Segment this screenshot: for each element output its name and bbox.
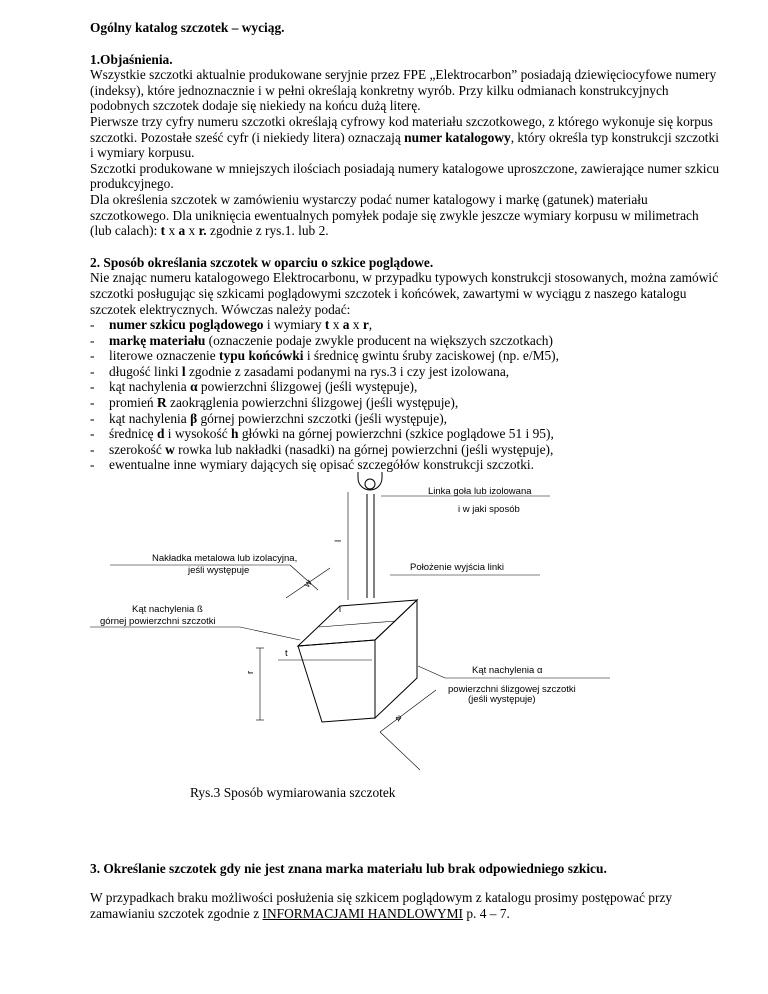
- label-cable-2: i w jaki sposób: [458, 504, 520, 515]
- section-2-heading: 2. Sposób określania szczotek w oparciu o szkice poglądowe.: [90, 254, 434, 270]
- s1-paragraph-2: Pierwsze trzy cyfry numeru szczotki określają cyfrowy kod materiału szczotkowego, z którego wykonuje się korpus szczotki. Pozostałe sześć cyfr (i niekiedy litera) oznaczają numer katalogowy, który określa typ konstrukcji szczotki i wymiary korpusu.: [90, 113, 719, 161]
- brush-diagram: [90, 470, 720, 790]
- list-item: - ewentualne inne wymiary dających się opisać szczegółów konstrukcji szczotki.: [90, 457, 535, 473]
- brush-dimension-figure: [90, 470, 720, 790]
- terminal-ring-shape: [358, 478, 382, 490]
- list-item: - średnicę d i wysokość h główki na górnej powierzchni (szkice poglądowe 51 i 95),: [90, 426, 554, 442]
- label-cap-1: Nakładka metalowa lub izolacyjna,: [152, 553, 298, 564]
- s3-paragraph: W przypadkach braku możliwości posłużenia się szkicem poglądowym z katalogu prosimy postępować przy zamawianiu szczotek zgodnie z INFORMACJAMI HANDLOWYMI p. 4 – 7.: [90, 890, 673, 921]
- label-cap-2: jeśli występuje: [188, 565, 250, 576]
- dim-w-label: w: [301, 577, 315, 590]
- s2-intro: Nie znając numeru katalogowego Elektrocarbonu, w przypadku typowych konstrukcji stosowanych, można zamówić szczotki posługując się szkicami poglądowymi szczotek i końcówek, zawartymi w wyciągu z naszego katalogu szczotek elektrycznych. Wówczas należy podać:: [90, 270, 719, 317]
- brush-top-face: [298, 600, 417, 646]
- s1-paragraph-4: Dla określenia szczotek w zamówieniu wystarczy podać numer katalogowy i markę (gatunek) materiału szczotkowego. Dla uniknięcia ewentualnych pomyłek podaje się zwykle jeszcze wymiary korpusu w milimetrach (lub calach): t x a x r. zgodnie z rys.1. lub 2.: [90, 191, 699, 239]
- dim-r-label: r: [245, 670, 256, 674]
- label-cable-1: Linka goła lub izolowana: [428, 486, 532, 497]
- list-item: - kąt nachylenia α powierzchni ślizgowej (jeśli występuje),: [90, 379, 418, 395]
- label-alpha-3: (jeśli występuje): [468, 694, 536, 705]
- label-alpha-2: powierzchni ślizgowej szczotki: [448, 684, 576, 695]
- list-item: - numer szkicu poglądowego i wymiary t x a x r,: [90, 317, 373, 333]
- list-item: - promień R zaokrąglenia powierzchni ślizgowej (jeśli występuje),: [90, 395, 459, 411]
- list-item: - długość linki l zgodnie z zasadami podanymi na rys.3 i czy jest izolowana,: [90, 363, 510, 379]
- label-beta-1: Kąt nachylenia ß: [132, 604, 203, 615]
- figure-caption: Rys.3 Sposób wymiarowania szczotek: [190, 785, 396, 801]
- s1-paragraph-1: Wszystkie szczotki aktualnie produkowane seryjnie przez FPE „Elektrocarbon” posiadają dziewięciocyfowe numery (indeksy), które jednoznacznie i w pełni określają konkretny wyrób. Przy kilku odmianach konstrukcyjnych podobnych szczotek dodaje się niekiedy na końcu dużą literę.: [90, 67, 717, 114]
- document-title: Ogólny katalog szczotek – wyciąg.: [90, 20, 285, 35]
- section-1-heading: 1.Objaśnienia.: [90, 51, 173, 67]
- trade-info-link[interactable]: INFORMACJAMI HANDLOWYMI: [262, 905, 464, 921]
- label-cable-exit: Położenie wyjścia linki: [410, 562, 504, 573]
- list-item: - szerokość w rowka lub nakładki (nasadki) na górnej powierzchni (jeśli występuje),: [90, 441, 554, 457]
- dim-a-label: a: [392, 712, 405, 724]
- brush-front-face: [298, 640, 375, 722]
- document-body: [90, 20, 720, 473]
- list-item: - kąt nachylenia β górnej powierzchni szczotki (jeśli występuje),: [90, 410, 448, 426]
- dim-l-label: l: [333, 539, 344, 542]
- s1-paragraph-3: Szczotki produkowane w mniejszych ilościach posiadają numery katalogowe uproszczone, zawierające numer szkicu produkcyjnego.: [90, 160, 720, 192]
- list-item: - markę materiału (oznaczenie podaje zwykle producent na większych szczotkach): [90, 332, 553, 348]
- dim-t-label: t: [285, 648, 288, 659]
- label-alpha-1: Kąt nachylenia α: [472, 665, 543, 676]
- section-3-heading: 3. Określanie szczotek gdy nie jest znana marka materiału lub brak odpowiedniego szkicu.: [90, 861, 607, 877]
- label-beta-2: górnej powierzchni szczotki: [100, 616, 216, 627]
- section-3: [90, 848, 720, 935]
- list-item: - literowe oznaczenie typu końcówki i średnicę gwintu śruby zaciskowej (np. e/M5),: [90, 348, 559, 364]
- brush-side-face: [375, 600, 417, 718]
